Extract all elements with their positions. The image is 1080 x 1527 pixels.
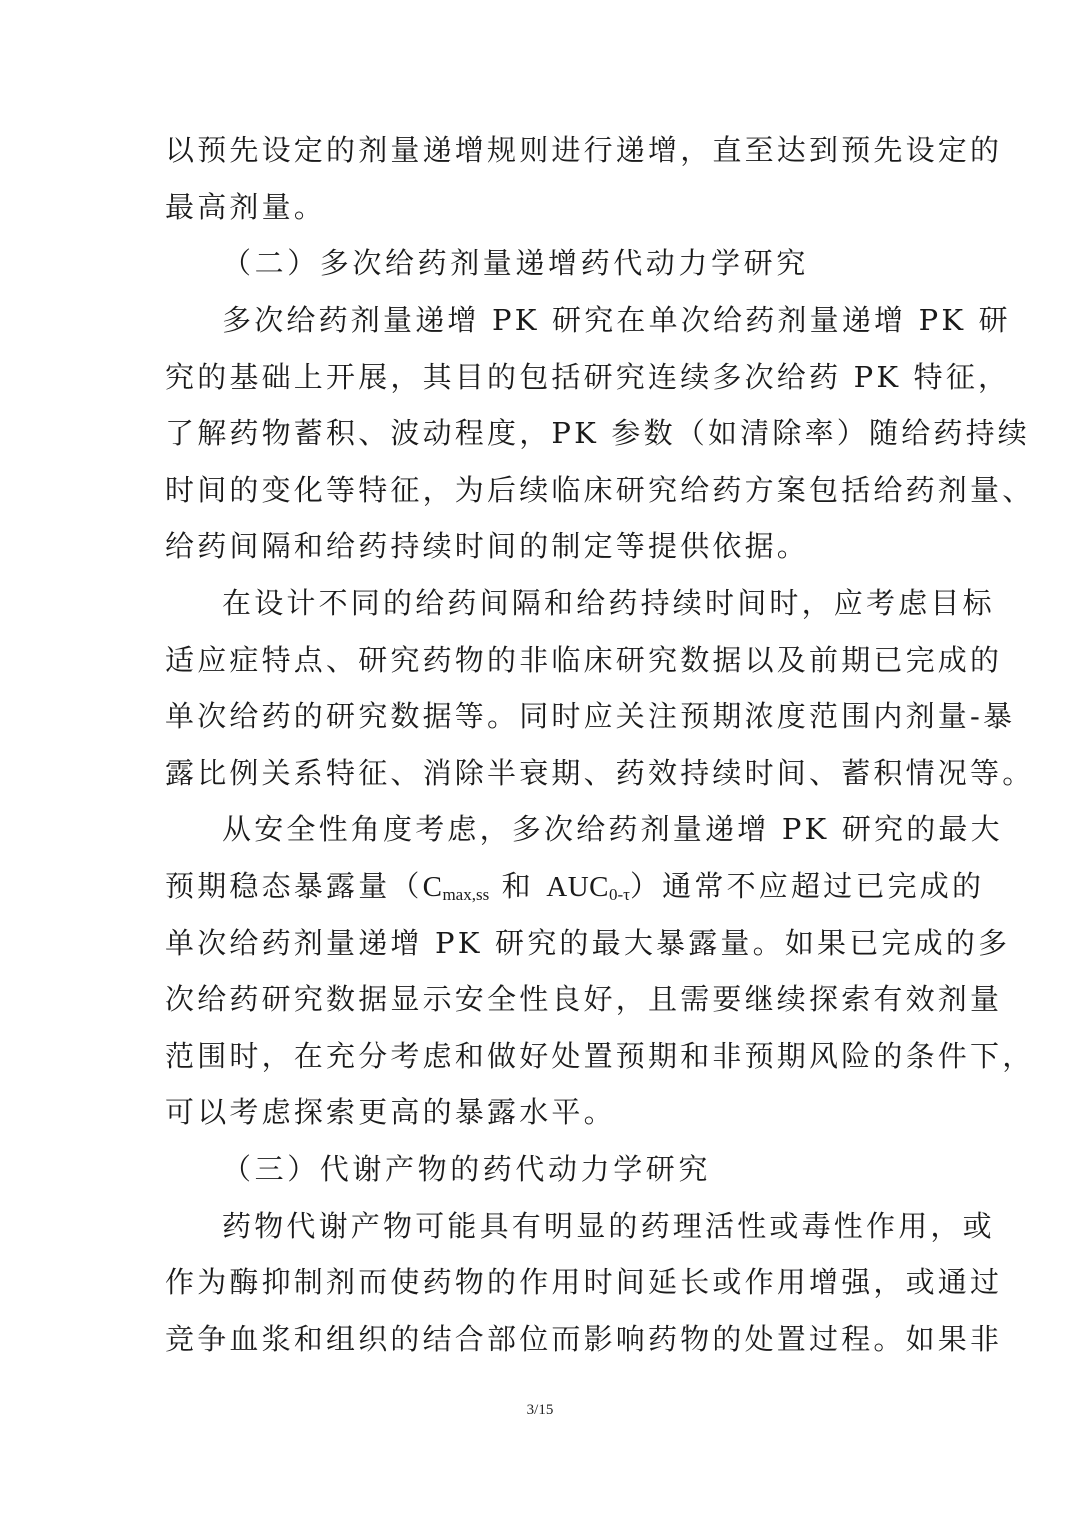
paragraph-line: 时间的变化等特征，为后续临床研究给药方案包括给药剂量、 <box>165 473 1035 507</box>
paragraph-line: 多次给药剂量递增 PK 研究在单次给药剂量递增 PK 研 <box>222 303 1011 337</box>
paragraph-line: 了解药物蓄积、波动程度，PK 参数（如清除率）随给药持续 <box>165 416 1030 450</box>
page-number: 3/15 <box>526 1402 554 1418</box>
section-heading-3: （三）代谢产物的药代动力学研究 <box>222 1152 712 1186</box>
paragraph-line: 最高剂量。 <box>165 190 327 224</box>
paragraph-line: 以预先设定的剂量递增规则进行递增，直至达到预先设定的 <box>165 133 1003 167</box>
auc-base: AUC <box>546 871 609 903</box>
exposure-suffix: ）通常不应超过已完成的 <box>629 869 985 903</box>
paragraph-line: 可以考虑探索更高的暴露水平。 <box>165 1095 616 1129</box>
paragraph-line: 露比例关系特征、消除半衰期、药效持续时间、蓄积情况等。 <box>165 756 1035 790</box>
exposure-prefix: 预期稳态暴露量（ <box>165 869 423 903</box>
cmax-base: C <box>422 871 443 903</box>
auc-subscript: 0-τ <box>608 885 630 904</box>
exposure-conj: 和 <box>489 869 547 903</box>
paragraph-line: 适应症特点、研究药物的非临床研究数据以及前期已完成的 <box>165 643 1003 677</box>
paragraph-line: 单次给药的研究数据等。同时应关注预期浓度范围内剂量-暴 <box>165 699 1016 733</box>
paragraph-line: 药物代谢产物可能具有明显的药理活性或毒性作用，或 <box>222 1209 995 1243</box>
cmax-symbol <box>423 871 490 903</box>
auc-symbol <box>546 871 630 903</box>
paragraph-line: 单次给药剂量递增 PK 研究的最大暴露量。如果已完成的多 <box>165 926 1011 960</box>
paragraph-line: 从安全性角度考虑，多次给药剂量递增 PK 研究的最大 <box>222 812 1003 846</box>
paragraph-line: 在设计不同的给药间隔和给药持续时间时，应考虑目标 <box>222 586 995 620</box>
cmax-subscript: max,ss <box>442 885 490 904</box>
paragraph-line: 究的基础上开展，其目的包括研究连续多次给药 PK 特征， <box>165 360 1011 394</box>
section-heading-2: （二）多次给药剂量递增药代动力学研究 <box>222 246 809 280</box>
paragraph-line: 范围时，在充分考虑和做好处置预期和非预期风险的条件下， <box>165 1039 1035 1073</box>
paragraph-line: 次给药研究数据显示安全性良好，且需要继续探索有效剂量 <box>165 982 1003 1016</box>
paragraph-line: 竞争血浆和组织的结合部位而影响药物的处置过程。如果非 <box>165 1322 1003 1356</box>
paragraph-line: 作为酶抑制剂而使药物的作用时间延长或作用增强，或通过 <box>165 1265 1003 1299</box>
exposure-line <box>165 866 985 906</box>
paragraph-line: 给药间隔和给药持续时间的制定等提供依据。 <box>165 529 810 563</box>
